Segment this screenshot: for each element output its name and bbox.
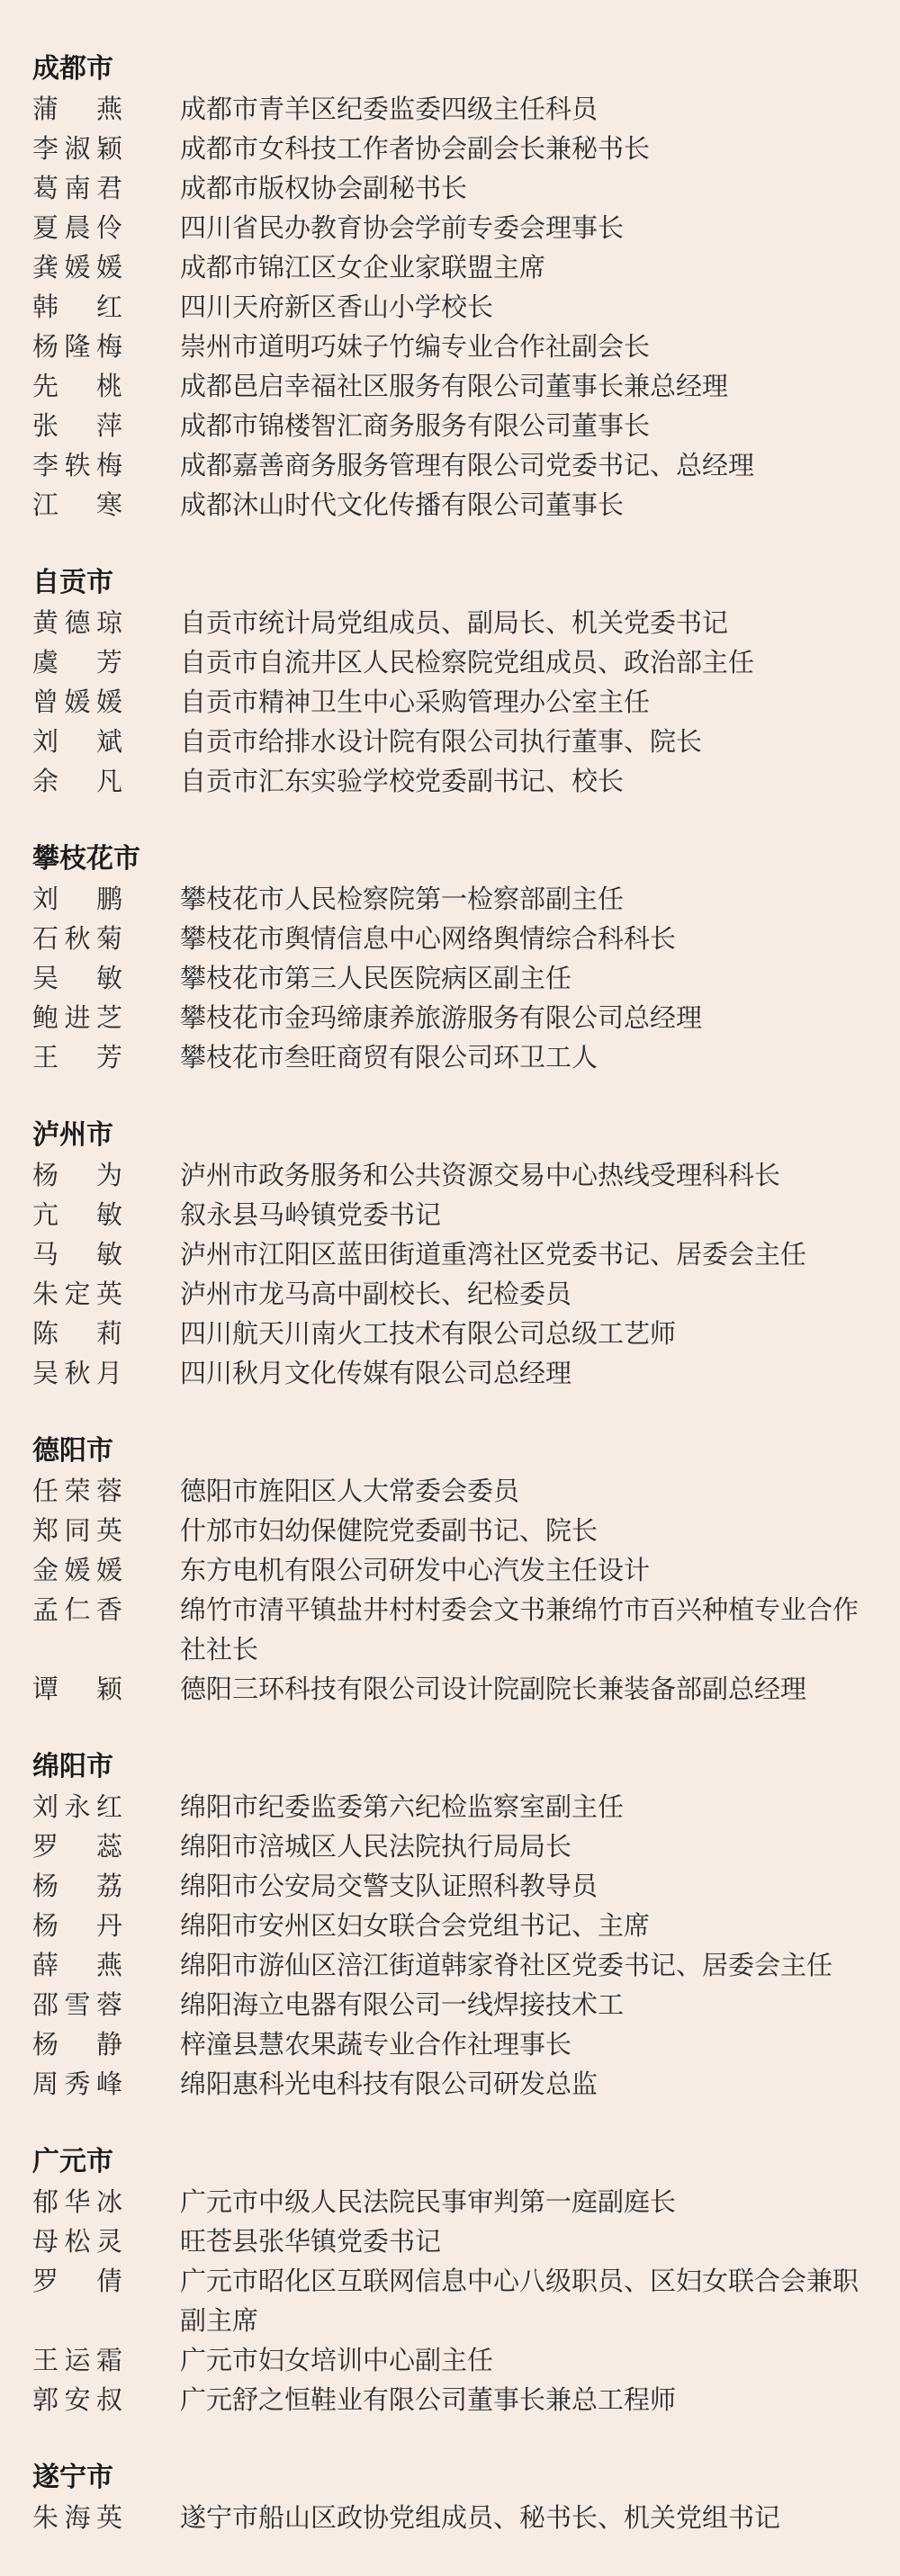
person-name-cell [32,2221,180,2261]
person-name-cell [32,1511,180,1550]
person-row [32,247,900,287]
person-name: 罗 倩 [32,2266,122,2296]
person-title: 广元市中级人民法院民事审判第一庭副庭长 [180,2186,677,2217]
person-name-cell [32,1471,180,1511]
person-row [32,998,900,1037]
person-title: 攀枝花市舆情信息中心网络舆情综合科科长 [180,923,677,954]
city-section [32,1432,900,1709]
person-name-cell [32,485,180,525]
person-name-cell [32,1906,180,1945]
person-name: 任荣蓉 [32,1476,122,1506]
person-row [32,327,900,366]
person-name-cell [32,2380,180,2419]
person-row [32,1155,900,1195]
person-title: 旺苍县张华镇党委书记 [180,2226,442,2257]
person-row [32,682,900,722]
person-row [32,2064,900,2104]
person-name: 孟仁香 [32,1594,122,1625]
person-row [32,1471,900,1511]
person-name-cell [32,287,180,327]
person-name-cell [32,1353,180,1393]
person-name: 郁华冰 [32,2186,122,2217]
person-name-cell [32,722,180,761]
person-title: 德阳市旌阳区人大常委会委员 [180,1476,520,1506]
person-name-cell [32,406,180,445]
person-name: 杨 静 [32,2029,122,2060]
person-row [32,2380,900,2419]
person-name: 李轶梅 [32,450,122,480]
person-name-cell [32,1866,180,1906]
person-name: 杨隆梅 [32,331,122,362]
person-title: 广元市妇女培训中心副主任 [180,2345,494,2375]
person-name-cell [32,642,180,682]
person-name-cell [32,2340,180,2380]
person-name: 周秀峰 [32,2069,122,2099]
person-row [32,168,900,208]
person-name-cell [32,761,180,801]
person-name: 薛 燕 [32,1950,122,1980]
person-name-cell [32,208,180,247]
person-row [32,1353,900,1393]
person-row [32,1274,900,1314]
person-row [32,1945,900,1985]
person-name-cell [32,1274,180,1314]
person-row [32,1234,900,1274]
person-name-cell [32,1669,180,1709]
person-row [32,129,900,168]
person-name: 郑同英 [32,1515,122,1546]
person-row [32,1669,900,1709]
person-name: 谭 颖 [32,1674,122,1704]
person-row [32,2340,900,2380]
person-title: 成都嘉善商务服务管理有限公司党委书记、总经理 [180,450,755,480]
person-name-cell [32,2261,180,2301]
person-row [32,603,900,642]
person-title: 成都沐山时代文化传播有限公司董事长 [180,489,625,520]
person-title: 绵阳市公安局交警支队证照科教导员 [180,1871,598,1901]
person-name: 葛南君 [32,173,122,203]
person-name-cell [32,879,180,919]
person-title: 德阳三环科技有限公司设计院副院长兼装备部副总经理 [180,1674,807,1704]
person-name-cell [32,998,180,1037]
city-section [32,1116,900,1393]
person-name-cell [32,1550,180,1590]
city-heading: 广元市 [32,2146,113,2177]
person-row [32,1590,900,1669]
person-name-cell [32,1827,180,1866]
city-section [32,563,900,801]
city-heading: 绵阳市 [32,1751,113,1782]
person-name-cell [32,445,180,485]
person-title: 四川秋月文化传媒有限公司总经理 [180,1358,572,1388]
person-name: 母松灵 [32,2226,122,2257]
person-row [32,1906,900,1945]
city-heading: 德阳市 [32,1435,113,1467]
person-name: 龚媛媛 [32,252,122,283]
city-section [32,2142,900,2419]
person-name-cell [32,1945,180,1985]
person-name: 罗 蕊 [32,1831,122,1862]
person-name: 杨 丹 [32,1910,122,1941]
person-row [32,366,900,406]
person-name: 虞 芳 [32,647,122,678]
person-title: 成都市锦楼智汇商务服务有限公司董事长 [180,410,651,441]
person-row [32,485,900,525]
person-name: 朱海英 [32,2502,122,2533]
person-row [32,1550,900,1590]
city-heading: 攀枝花市 [32,843,140,875]
person-title: 绵阳市安州区妇女联合会党组书记、主席 [180,1910,651,1941]
person-name: 夏晨伶 [32,212,122,243]
person-name-cell [32,89,180,129]
person-name: 刘 鹏 [32,884,122,914]
person-title: 自贡市精神卫生中心采购管理办公室主任 [180,687,651,717]
person-row [32,1511,900,1550]
person-name: 杨 荔 [32,1871,122,1901]
city-heading: 自贡市 [32,567,113,598]
person-title: 自贡市自流井区人民检察院党组成员、政治部主任 [180,647,755,678]
person-name: 先 桃 [32,371,122,401]
person-title: 攀枝花市金玛缔康养旅游服务有限公司总经理 [180,1002,703,1033]
person-row [32,406,900,445]
person-name-cell [32,129,180,168]
person-name-cell [32,327,180,366]
person-title: 成都市青羊区纪委监委四级主任科员 [180,94,598,124]
person-name-cell [32,2024,180,2064]
person-name-cell [32,2498,180,2537]
city-section [32,2458,900,2537]
person-title: 绵阳市纪委监委第六纪检监察室副主任 [180,1791,625,1822]
person-name: 刘 斌 [32,726,122,757]
person-name: 马 敏 [32,1239,122,1270]
person-title: 泸州市江阳区蓝田街道重湾社区党委书记、居委会主任 [180,1239,807,1270]
person-name-cell [32,247,180,287]
person-name-cell [32,1985,180,2024]
person-title: 绵阳市游仙区涪江街道韩家脊社区党委书记、居委会主任 [180,1950,833,1980]
person-name: 王 芳 [32,1042,122,1073]
person-name: 亢 敏 [32,1199,122,1230]
person-row [32,2498,900,2537]
person-row [32,445,900,485]
person-title: 成都市女科技工作者协会副会长兼秘书长 [180,133,651,164]
person-title: 绵阳海立电器有限公司一线焊接技术工 [180,1989,625,2020]
person-name-cell [32,919,180,958]
person-name: 江 寒 [32,489,122,520]
person-name-cell [32,1037,180,1077]
person-title: 自贡市给排水设计院有限公司执行董事、院长 [180,726,703,757]
person-name: 邵雪蓉 [32,1989,122,2020]
person-name: 蒲 燕 [32,94,122,124]
person-name-cell [32,1234,180,1274]
person-name: 石秋菊 [32,923,122,954]
person-row [32,1314,900,1353]
person-title: 四川天府新区香山小学校长 [180,292,494,322]
person-name-cell [32,603,180,642]
city-heading: 成都市 [32,53,113,85]
person-name: 杨 为 [32,1160,122,1190]
person-name: 韩 红 [32,292,122,322]
person-name: 朱定英 [32,1279,122,1309]
person-title: 广元市昭化区互联网信息中心八级职员、区妇女联合会兼职副主席 [180,2266,860,2336]
city-heading: 泸州市 [32,1119,113,1151]
person-title: 成都邑启幸福社区服务有限公司董事长兼总经理 [180,371,729,401]
person-name-cell [32,1314,180,1353]
person-title: 成都市版权协会副秘书长 [180,173,468,203]
person-name: 余 凡 [32,766,122,796]
person-name-cell [32,2182,180,2221]
person-row [32,879,900,919]
city-section [32,1747,900,2104]
person-row [32,2182,900,2221]
person-name: 曾媛媛 [32,687,122,717]
person-name-cell [32,682,180,722]
person-name: 黄德琼 [32,607,122,638]
person-row [32,958,900,998]
person-name-cell [32,168,180,208]
person-name-cell [32,2064,180,2104]
person-title: 东方电机有限公司研发中心汽发主任设计 [180,1555,651,1585]
person-title: 自贡市汇东实验学校党委副书记、校长 [180,766,625,796]
person-row [32,1866,900,1906]
person-row [32,2261,900,2340]
person-title: 四川省民办教育协会学前专委会理事长 [180,212,625,243]
person-row [32,919,900,958]
person-title: 攀枝花市第三人民医院病区副主任 [180,963,572,993]
person-name: 李淑颖 [32,133,122,164]
person-row [32,642,900,682]
person-title: 自贡市统计局党组成员、副局长、机关党委书记 [180,607,729,638]
city-heading: 遂宁市 [32,2462,113,2493]
person-title: 梓潼县慧农果蔬专业合作社理事长 [180,2029,572,2060]
person-name: 吴 敏 [32,963,122,993]
person-title: 成都市锦江区女企业家联盟主席 [180,252,546,283]
person-row [32,287,900,327]
person-title: 绵阳惠科光电科技有限公司研发总监 [180,2069,598,2099]
person-row [32,1827,900,1866]
person-title: 绵阳市涪城区人民法院执行局局长 [180,1831,572,1862]
person-row [32,1787,900,1827]
person-name: 鲍进芝 [32,1002,122,1033]
person-name: 张 萍 [32,410,122,441]
person-row [32,2024,900,2064]
person-title: 攀枝花市叁旺商贸有限公司环卫工人 [180,1042,598,1073]
person-title: 遂宁市船山区政协党组成员、秘书长、机关党组书记 [180,2502,781,2533]
person-name: 吴秋月 [32,1358,122,1388]
person-name: 刘永红 [32,1791,122,1822]
person-title: 什邡市妇幼保健院党委副书记、院长 [180,1515,598,1546]
person-name: 郭安叔 [32,2384,122,2415]
person-row [32,89,900,129]
person-row [32,1985,900,2024]
person-row [32,1195,900,1234]
person-name: 陈 莉 [32,1318,122,1349]
person-title: 崇州市道明巧妹子竹编专业合作社副会长 [180,331,651,362]
person-title: 广元舒之恒鞋业有限公司董事长兼总工程师 [180,2384,677,2415]
person-name: 金媛媛 [32,1555,122,1585]
person-row [32,1037,900,1077]
person-row [32,761,900,801]
person-name-cell [32,1155,180,1195]
city-section [32,49,900,525]
person-row [32,2221,900,2261]
person-title: 泸州市政务服务和公共资源交易中心热线受理科科长 [180,1160,781,1190]
person-name-cell [32,958,180,998]
person-row [32,208,900,247]
person-title: 叙永县马岭镇党委书记 [180,1199,442,1230]
person-row [32,722,900,761]
person-title: 绵竹市清平镇盐井村村委会文书兼绵竹市百兴种植专业合作社社长 [180,1594,860,1665]
person-title: 泸州市龙马高中副校长、纪检委员 [180,1279,572,1309]
person-name-cell [32,1787,180,1827]
person-name: 王运霜 [32,2345,122,2375]
person-name-cell [32,366,180,406]
person-name-cell [32,1195,180,1234]
person-title: 攀枝花市人民检察院第一检察部副主任 [180,884,625,914]
person-name-cell [32,1590,180,1629]
city-section [32,839,900,1077]
person-title: 四川航天川南火工技术有限公司总级工艺师 [180,1318,677,1349]
